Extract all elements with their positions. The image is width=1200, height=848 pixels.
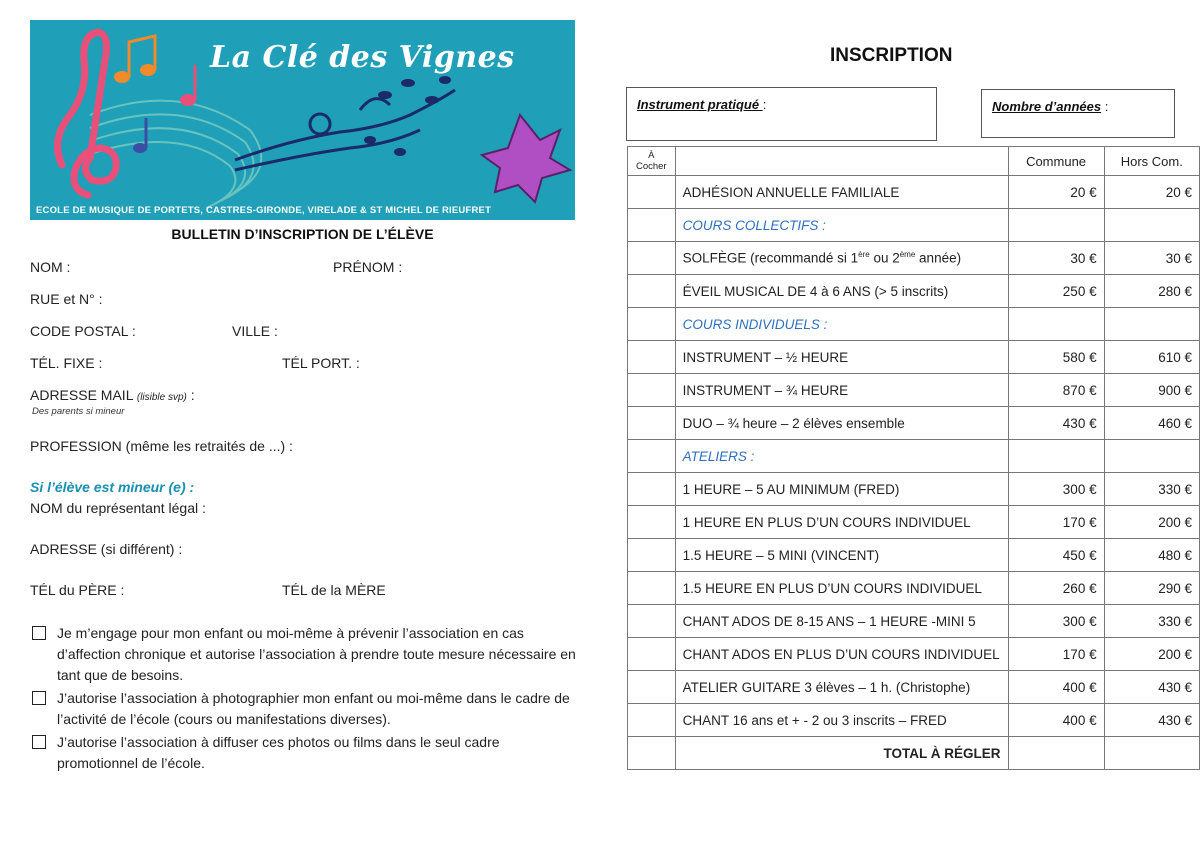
row-label: ÉVEIL MUSICAL DE 4 à 6 ANS (> 5 inscrits) — [675, 275, 1008, 308]
row-label: CHANT ADOS EN PLUS D’UN COURS INDIVIDUEL — [675, 638, 1008, 671]
inscription-title: INSCRIPTION — [830, 45, 953, 66]
tel-fixe-label: TÉL. FIXE : — [30, 355, 103, 371]
consent-photo-text: J’autorise l’association à photographier mon enfant ou moi-même dans le cadre de l’activité de l’école (cours ou manifestations diverses). — [57, 690, 570, 727]
table-row — [628, 605, 1200, 638]
row-commune: 300 € — [1008, 473, 1104, 506]
row-commune: 20 € — [1008, 176, 1104, 209]
row-checkbox[interactable] — [628, 605, 676, 638]
row-commune: 250 € — [1008, 275, 1104, 308]
tel-mere-label: TÉL de la MÈRE — [282, 582, 386, 598]
row-hors: 900 € — [1104, 374, 1199, 407]
total-label: TOTAL À RÉGLER — [675, 737, 1008, 770]
row-commune: 170 € — [1008, 506, 1104, 539]
row-checkbox[interactable] — [628, 242, 676, 275]
flourish-icon — [235, 90, 455, 170]
code-postal-label: CODE POSTAL : — [30, 323, 136, 339]
school-subtitle: ECOLE DE MUSIQUE DE PORTETS, CASTRES-GIRONDE, VIRELADE & ST MICHEL DE RIEUFRET — [36, 205, 492, 216]
header-commune: Commune — [1008, 147, 1104, 176]
table-row — [628, 275, 1200, 308]
row-checkbox[interactable] — [628, 671, 676, 704]
row-label: INSTRUMENT – ¾ HEURE — [675, 374, 1008, 407]
rue-label: RUE et N° : — [30, 291, 103, 307]
row-checkbox[interactable] — [628, 407, 676, 440]
mail-label: ADRESSE MAIL (lisible svp) : — [30, 387, 195, 403]
table-row — [628, 638, 1200, 671]
section-individuels: COURS INDIVIDUELS : — [675, 308, 1008, 341]
bulletin-title: BULLETIN D’INSCRIPTION DE L’ÉLÈVE — [171, 226, 434, 242]
row-label: SOLFÈGE (recommandé si 1ère ou 2ème année) — [675, 242, 1008, 275]
mail-hint: (lisible svp) — [136, 392, 187, 403]
section-ateliers: ATELIERS : — [675, 440, 1008, 473]
row-hors: 460 € — [1104, 407, 1199, 440]
row-checkbox[interactable] — [628, 638, 676, 671]
table-row — [628, 704, 1200, 737]
row-commune: 400 € — [1008, 671, 1104, 704]
row-commune: 30 € — [1008, 242, 1104, 275]
row-commune: 430 € — [1008, 407, 1104, 440]
row-label: 1.5 HEURE EN PLUS D’UN COURS INDIVIDUEL — [675, 572, 1008, 605]
row-hors: 30 € — [1104, 242, 1199, 275]
section-collectifs: COURS COLLECTIFS : — [675, 209, 1008, 242]
row-checkbox[interactable] — [628, 341, 676, 374]
table-row — [628, 671, 1200, 704]
row-checkbox[interactable] — [628, 572, 676, 605]
header-hors: Hors Com. — [1104, 147, 1199, 176]
table-row — [628, 506, 1200, 539]
row-label: 1.5 HEURE – 5 MINI (VINCENT) — [675, 539, 1008, 572]
vine-leaf-icon — [482, 115, 570, 202]
adresse-label: ADRESSE (si différent) : — [30, 541, 183, 557]
music-notes-icon — [114, 36, 196, 153]
table-row — [628, 572, 1200, 605]
row-checkbox[interactable] — [628, 704, 676, 737]
row-hors: 610 € — [1104, 341, 1199, 374]
table-row — [628, 176, 1200, 209]
row-commune: 870 € — [1008, 374, 1104, 407]
consent-photo — [32, 688, 582, 730]
total-commune-field[interactable] — [1008, 737, 1104, 770]
row-checkbox — [628, 308, 676, 341]
treble-clef-icon — [58, 32, 117, 195]
row-checkbox[interactable] — [628, 506, 676, 539]
consent-diffusion — [32, 732, 582, 774]
row-checkbox[interactable] — [628, 275, 676, 308]
minor-heading: Si l’élève est mineur (e) : — [30, 479, 195, 495]
row-hors: 430 € — [1104, 704, 1199, 737]
consent-diffusion-checkbox[interactable] — [32, 735, 46, 749]
row-commune: 450 € — [1008, 539, 1104, 572]
consent-health — [32, 623, 582, 686]
row-label: 1 HEURE – 5 AU MINIMUM (FRED) — [675, 473, 1008, 506]
row-commune: 580 € — [1008, 341, 1104, 374]
profession-label: PROFESSION (même les retraités de ...) : — [30, 438, 293, 454]
section-row — [628, 440, 1200, 473]
row-hors: 20 € — [1104, 176, 1199, 209]
row-hors: 430 € — [1104, 671, 1199, 704]
row-label: INSTRUMENT – ½ HEURE — [675, 341, 1008, 374]
representant-label: NOM du représentant légal : — [30, 500, 206, 516]
mail-note: Des parents si mineur — [32, 406, 125, 417]
row-hors: 290 € — [1104, 572, 1199, 605]
row-label: DUO – ¾ heure – 2 élèves ensemble — [675, 407, 1008, 440]
total-hors-field[interactable] — [1104, 737, 1199, 770]
nom-label: NOM : — [30, 259, 71, 275]
row-label: CHANT 16 ans et + - 2 ou 3 inscrits – FRED — [675, 704, 1008, 737]
row-checkbox — [628, 209, 676, 242]
header-desc — [675, 147, 1008, 176]
row-checkbox[interactable] — [628, 176, 676, 209]
row-label: 1 HEURE EN PLUS D’UN COURS INDIVIDUEL — [675, 506, 1008, 539]
prenom-label: PRÉNOM : — [333, 259, 403, 275]
tel-port-label: TÉL PORT. : — [282, 355, 360, 371]
table-row — [628, 374, 1200, 407]
row-hors: 330 € — [1104, 473, 1199, 506]
row-label: CHANT ADOS DE 8-15 ANS – 1 HEURE -MINI 5 — [675, 605, 1008, 638]
row-checkbox[interactable] — [628, 539, 676, 572]
section-row — [628, 209, 1200, 242]
section-row — [628, 308, 1200, 341]
consent-health-text: Je m’engage pour mon enfant ou moi-même à prévenir l’association en cas d’affection chronique et autorise l’association à prendre toute mesure nécessaire en tant que de besoins. — [57, 625, 576, 683]
row-hors: 330 € — [1104, 605, 1199, 638]
table-row — [628, 539, 1200, 572]
instrument-label: Instrument pratiqué — [637, 97, 763, 112]
row-commune: 260 € — [1008, 572, 1104, 605]
pricing-table — [627, 146, 1200, 770]
row-hors: 200 € — [1104, 638, 1199, 671]
total-row — [628, 737, 1200, 770]
annees-field[interactable]: Nombre d’années : — [981, 89, 1175, 138]
row-label: ADHÉSION ANNUELLE FAMILIALE — [675, 176, 1008, 209]
row-checkbox — [628, 440, 676, 473]
table-row — [628, 407, 1200, 440]
consent-diffusion-text: J’autorise l’association à diffuser ces photos ou films dans le seul cadre promotionnel de l’école. — [57, 734, 500, 771]
tel-pere-label: TÉL du PÈRE : — [30, 582, 125, 598]
header-check: À Cocher — [628, 147, 676, 176]
ville-label: VILLE : — [232, 323, 278, 339]
school-banner — [30, 20, 575, 220]
table-header-row — [628, 147, 1200, 176]
consent-health-checkbox[interactable] — [32, 626, 46, 640]
row-commune: 400 € — [1008, 704, 1104, 737]
row-hors: 280 € — [1104, 275, 1199, 308]
row-hors: 480 € — [1104, 539, 1199, 572]
row-checkbox[interactable] — [628, 374, 676, 407]
table-row — [628, 341, 1200, 374]
table-row — [628, 473, 1200, 506]
row-label: ATELIER GUITARE 3 élèves – 1 h. (Christophe) — [675, 671, 1008, 704]
instrument-field[interactable]: Instrument pratiqué : — [626, 87, 937, 141]
row-commune: 170 € — [1008, 638, 1104, 671]
row-hors: 200 € — [1104, 506, 1199, 539]
annees-label: Nombre d’années — [992, 99, 1102, 114]
consent-photo-checkbox[interactable] — [32, 691, 46, 705]
row-commune: 300 € — [1008, 605, 1104, 638]
table-row — [628, 242, 1200, 275]
row-checkbox[interactable] — [628, 473, 676, 506]
school-name: La Clé des Vignes — [210, 40, 515, 75]
